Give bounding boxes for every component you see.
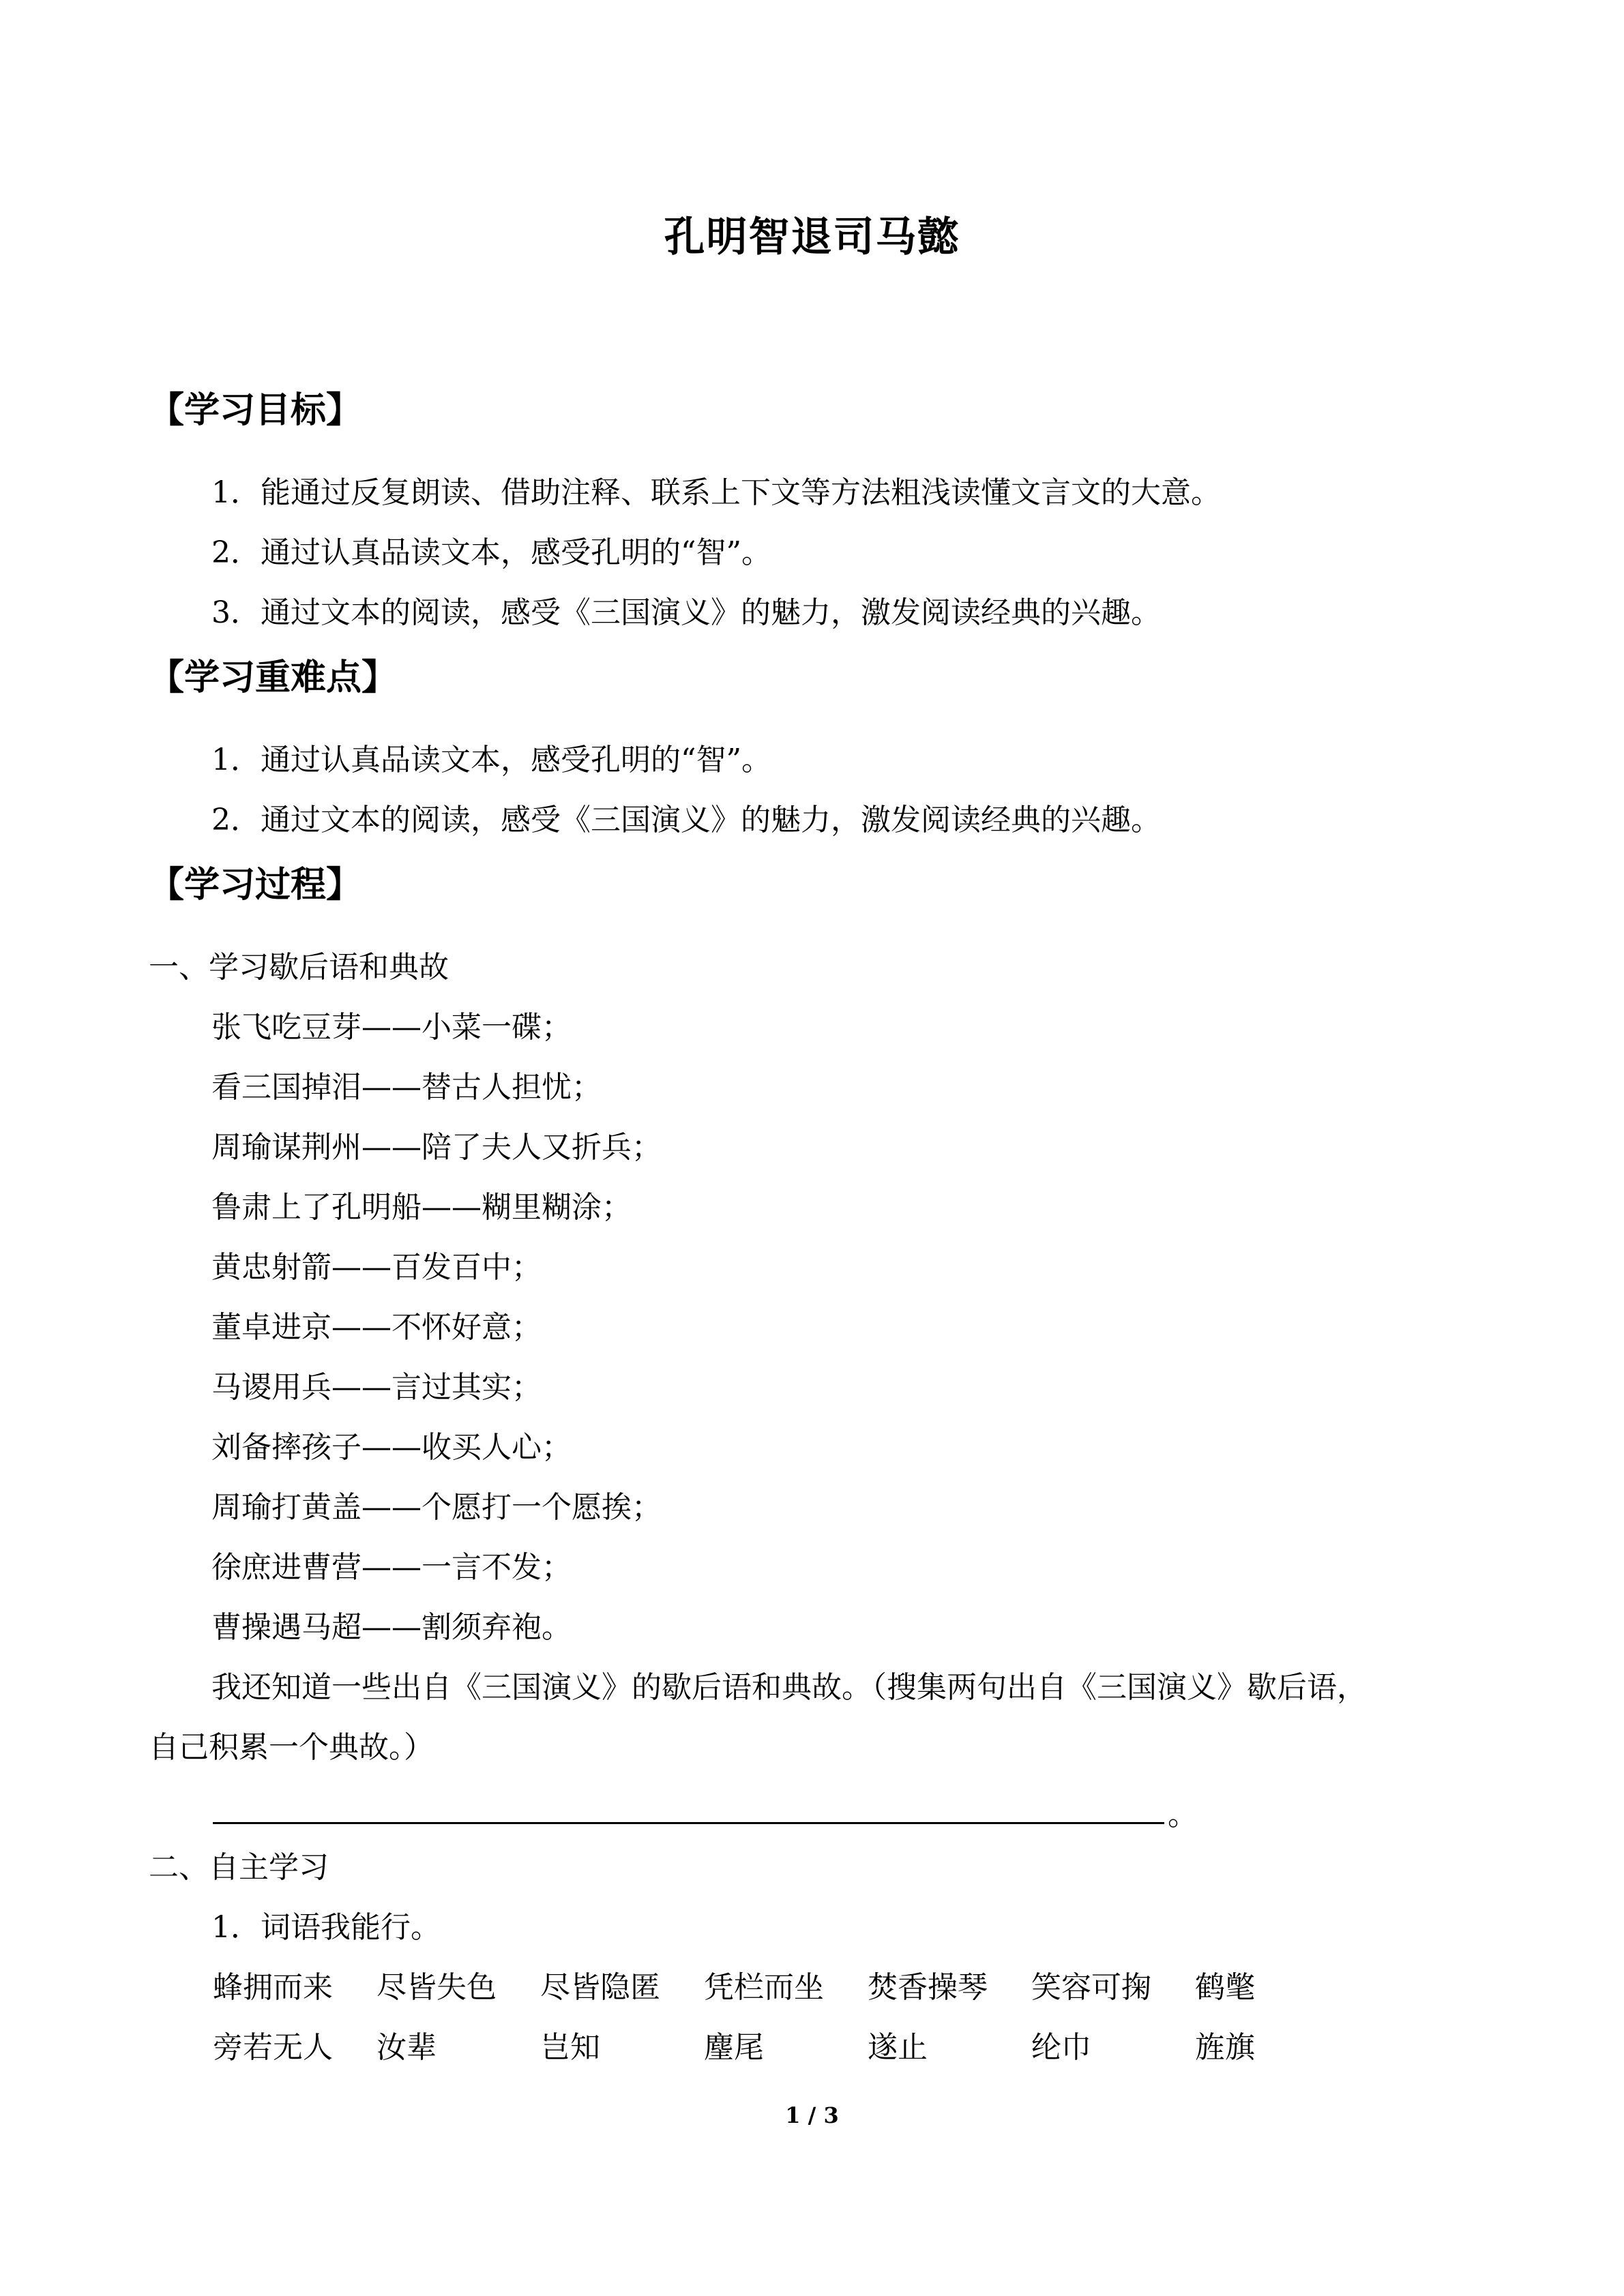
vocab-row-2 <box>213 2027 1359 2068</box>
heading-learning-process: 【学习过程】 <box>149 865 362 906</box>
saying-item: 张飞吃豆芽——小菜一碟； <box>211 1010 572 1045</box>
answer-blank-period: 。 <box>1168 1798 1198 1832</box>
vocab-word: 尽皆隐匿 <box>540 1970 660 2005</box>
vocab-word: 焚香操琴 <box>868 1970 988 2005</box>
collect-prompt-line2: 自己积累一个典故。） <box>149 1730 434 1765</box>
goal-item-1: 1．能通过反复朗读、借助注释、联系上下文等方法粗浅读懂文言文的大意。 <box>211 475 1221 510</box>
saying-item: 鲁肃上了孔明船——糊里糊涂； <box>211 1190 632 1225</box>
page-title: 孔明智退司马懿 <box>664 213 960 261</box>
saying-item: 董卓进京——不怀好意； <box>211 1310 542 1345</box>
saying-item: 黄忠射箭——百发百中； <box>211 1250 542 1285</box>
vocab-word: 汝辈 <box>377 2030 437 2065</box>
vocab-word: 鹤氅 <box>1195 1970 1255 2005</box>
answer-blank-line[interactable] <box>213 1822 1164 1824</box>
vocab-word: 麈尾 <box>704 2030 764 2065</box>
part1-title: 一、学习歇后语和典故 <box>149 950 449 985</box>
part2-sub1: 1．词语我能行。 <box>211 1910 441 1945</box>
key-point-item-2: 2．通过文本的阅读，感受《三国演义》的魅力，激发阅读经典的兴趣。 <box>211 803 1161 837</box>
saying-item: 周瑜谋荆州——陪了夫人又折兵； <box>211 1130 662 1165</box>
key-point-item-1: 1．通过认真品读文本，感受孔明的“智”。 <box>211 743 771 777</box>
page-number: 1 / 3 <box>785 2102 839 2128</box>
vocab-word: 岂知 <box>540 2030 600 2065</box>
vocab-word: 遂止 <box>868 2030 928 2065</box>
vocab-word: 旁若无人 <box>213 2030 333 2065</box>
saying-item: 看三国掉泪——替古人担忧； <box>211 1070 602 1105</box>
vocab-word: 尽皆失色 <box>377 1970 497 2005</box>
vocab-word: 旌旗 <box>1195 2030 1255 2065</box>
vocab-word: 纶巾 <box>1031 2030 1091 2065</box>
saying-item: 马谡用兵——言过其实； <box>211 1370 542 1405</box>
heading-learning-goals: 【学习目标】 <box>149 390 362 431</box>
saying-item: 周瑜打黄盖——个愿打一个愿挨； <box>211 1490 662 1525</box>
saying-item: 曹操遇马超——割须弃袍。 <box>211 1610 572 1645</box>
vocab-word: 笑容可掬 <box>1031 1970 1151 2005</box>
goal-item-2: 2．通过认真品读文本，感受孔明的“智”。 <box>211 535 771 570</box>
saying-item: 徐庶进曹营——一言不发； <box>211 1550 572 1585</box>
heading-key-points: 【学习重难点】 <box>149 657 398 698</box>
vocab-row-1 <box>213 1967 1359 2008</box>
vocab-word: 凭栏而坐 <box>704 1970 824 2005</box>
vocab-word: 蜂拥而来 <box>213 1970 333 2005</box>
saying-item: 刘备摔孩子——收买人心； <box>211 1430 572 1465</box>
collect-prompt-line1: 我还知道一些出自《三国演义》的歇后语和典故。（搜集两句出自《三国演义》歇后语， <box>211 1670 1367 1705</box>
part2-title: 二、自主学习 <box>149 1850 329 1885</box>
goal-item-3: 3．通过文本的阅读，感受《三国演义》的魅力，激发阅读经典的兴趣。 <box>211 595 1161 630</box>
